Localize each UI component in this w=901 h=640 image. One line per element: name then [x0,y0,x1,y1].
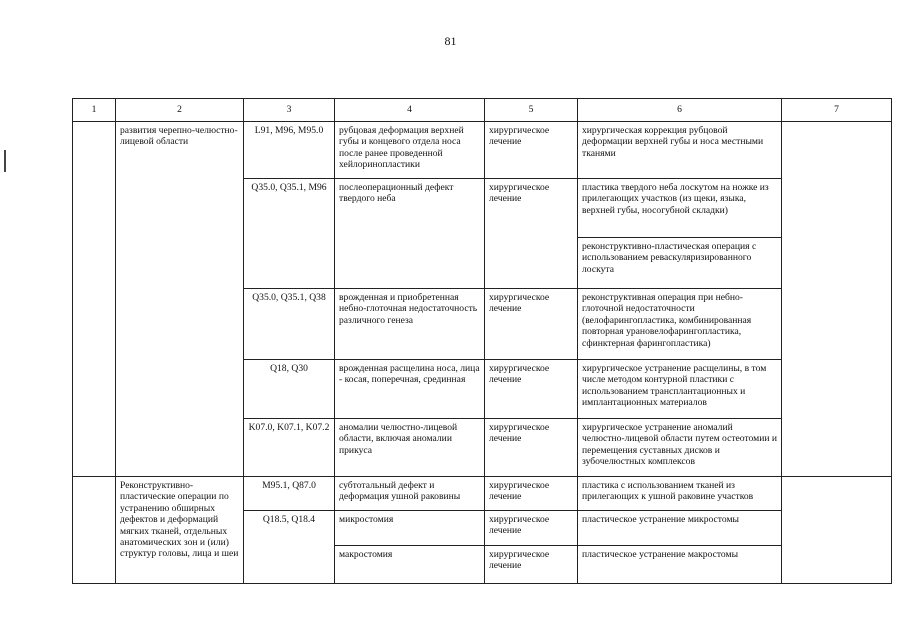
method-cell: хирургическое устранение аномалий челюстно-лицевой области путем остеотомии и перемещения суставных дисков и зубочелюстных комплексов [578,419,782,477]
page-number: 81 [444,34,457,48]
codes-cell: Q35.0, Q35.1, Q38 [244,289,335,360]
column-header: 1 [73,99,116,122]
treatment-cell: хирургическое лечение [485,360,578,419]
scan-artifact-mark [4,150,6,172]
method-cell: пластическое устранение макростомы [578,546,782,584]
method-cell: пластика с использованием тканей из прилегающих к ушной раковине участков [578,477,782,511]
treatment-cell: хирургическое лечение [485,419,578,477]
model-cell: макростомия [335,546,485,584]
model-cell: рубцовая деформация верхней губы и концевого отдела носа после ранее проведенной хейлоринопластики [335,122,485,179]
codes-cell: M95.1, Q87.0 [244,477,335,511]
model-cell: аномалии челюстно-лицевой области, включая аномалии прикуса [335,419,485,477]
norm-cell [782,477,892,584]
group-name-cell: развития черепно-челюстно-лицевой области [116,122,244,477]
column-header: 3 [244,99,335,122]
treatment-cell: хирургическое лечение [485,511,578,546]
column-header: 2 [116,99,244,122]
column-header: 5 [485,99,578,122]
codes-cell: L91, M96, M95.0 [244,122,335,179]
model-cell: послеоперационный дефект твердого неба [335,179,485,289]
treatment-cell: хирургическое лечение [485,289,578,360]
column-header: 7 [782,99,892,122]
column-number-row [73,99,892,122]
group-number-cell [73,122,116,477]
treatment-cell: хирургическое лечение [485,179,578,289]
column-header: 4 [335,99,485,122]
model-cell: субтотальный дефект и деформация ушной раковины [335,477,485,511]
codes-cell: Q18.5, Q18.4 [244,511,335,584]
method-cell: пластика твердого неба лоскутом на ножке из прилегающих участков (из щеки, языка, верхней губы, носогубной складки) [578,179,782,238]
model-cell: микростомия [335,511,485,546]
model-cell: врожденная расщелина носа, лица - косая, поперечная, срединная [335,360,485,419]
method-cell: хирургическое устранение расщелины, в том числе методом контурной пластики с использованием трансплантационных и имплантационных материалов [578,360,782,419]
model-cell: врожденная и приобретенная небно-глоточная недостаточность различного генеза [335,289,485,360]
group-name-cell: Реконструктивно-пластические операции по устранению обширных дефектов и деформаций мягких тканей, отдельных анатомических зон и (или) структур головы, лица и шеи [116,477,244,584]
treatment-cell: хирургическое лечение [485,122,578,179]
care-methods-table [72,98,892,584]
codes-cell: K07.0, K07.1, K07.2 [244,419,335,477]
table-row [73,477,892,511]
table-row [73,122,892,179]
method-cell: реконструктивно-пластическая операция с использованием реваскуляризированного лоскута [578,238,782,289]
column-header: 6 [578,99,782,122]
group-number-cell [73,477,116,584]
treatment-cell: хирургическое лечение [485,546,578,584]
method-cell: хирургическая коррекция рубцовой деформации верхней губы и носа местными тканями [578,122,782,179]
norm-cell [782,122,892,477]
codes-cell: Q18, Q30 [244,360,335,419]
method-cell: реконструктивная операция при небно-глоточной недостаточности (велофарингопластика, комбинированная повторная урановелофарингопластика, сфинктерная фарингопластика) [578,289,782,360]
treatment-cell: хирургическое лечение [485,477,578,511]
codes-cell: Q35.0, Q35.1, M96 [244,179,335,289]
method-cell: пластическое устранение микростомы [578,511,782,546]
